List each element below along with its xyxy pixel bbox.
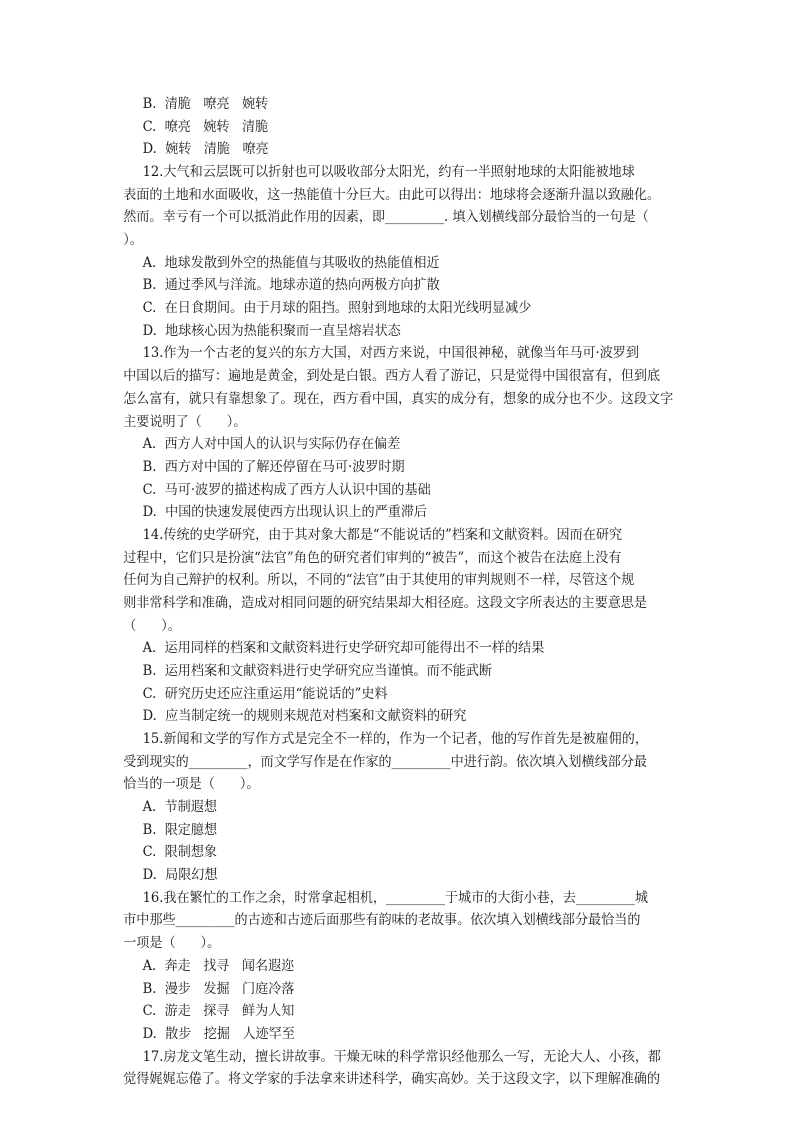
answer-option: D. 局限幻想 [142, 867, 218, 884]
answer-option: D. 散步 挖掘 人迹罕至 [142, 1025, 295, 1042]
answer-option: B. 通过季风与洋流。地球赤道的热向两极方向扩散 [142, 277, 440, 294]
answer-option: C. 限制想象 [142, 844, 218, 861]
answer-option: A. 西方人对中国人的认识与实际仍存在偏差 [142, 436, 401, 453]
question-first-line: 12.大气和云层既可以折射也可以吸收部分太阳光，约有一半照射地球的太阳能被地球 [142, 164, 635, 181]
question-continuation-line: 怎么富有，就只有靠想象了。现在，西方看中国，真实的成分有，想象的成分也不少。这段文字 [123, 390, 674, 407]
question-continuation-line: 主要说明了（ ）。 [123, 413, 247, 430]
question-continuation-line: （ ）。 [123, 617, 181, 634]
question-first-line: 15.新闻和文学的写作方式是完全不一样的，作为一个记者，他的写作首先是被雇佣的， [142, 731, 648, 748]
answer-option: C. 在日食期间。由于月球的阻挡。照射到地球的太阳光线明显减少 [142, 300, 532, 317]
answer-option: C. 游走 探寻 鲜为人知 [142, 1003, 295, 1020]
answer-option: B. 清脆 嘹亮 婉转 [142, 96, 269, 112]
answer-option: A. 运用同样的档案和文献资料进行史学研究却可能得出不一样的结果 [142, 640, 545, 657]
answer-option: C. 马可·波罗的描述构成了西方人认识中国的基础 [142, 481, 431, 498]
question-continuation-line: 市中那些_________的古迹和古迹后面那些有韵味的老故事。依次填入划横线部分最恰当的 [123, 912, 641, 929]
question-continuation-line: 恰当的一项是（ ）。 [123, 776, 260, 793]
answer-option: A. 奔走 找寻 闻名遐迩 [142, 957, 295, 974]
question-first-line: 16.我在繁忙的工作之余，时常拿起相机，_________于城市的大街小巷，去_________城 [142, 889, 648, 906]
question-first-line: 17.房龙文笔生动，擅长讲故事。干燥无味的科学常识经他那么一写，无论大人、小孩，都 [142, 1048, 662, 1065]
question-continuation-line: 受到现实的_________，而文学写作是在作家的_________中进行韵。依次填入划横线部分最 [123, 753, 647, 770]
question-first-line: 13.作为一个古老的复兴的东方大国，对西方来说，中国很神秘，就像当年马可·波罗到 [142, 345, 640, 362]
question-continuation-line: 一项是（ ）。 [123, 935, 221, 952]
answer-option: D. 中国的快速发展使西方出现认识上的严重滞后 [142, 504, 428, 521]
question-continuation-line: 则非常科学和准确，造成对相同问题的研究结果却大相径庭。这段文字所表达的主要意思是 [123, 594, 647, 611]
answer-option: C. 研究历史还应注重运用“能说话的”史料 [142, 685, 388, 702]
answer-option: A. 节制遐想 [142, 799, 217, 816]
answer-option: B. 漫步 发掘 门庭冷落 [142, 980, 295, 997]
question-first-line: 14.传统的史学研究，由于其对象大都是“不能说话的”档案和文献资料。因而在研究 [142, 526, 623, 543]
answer-option: D. 应当制定统一的规则来规范对档案和文献资料的研究 [142, 708, 467, 725]
answer-option: D. 婉转 清脆 嘹亮 [142, 141, 269, 158]
question-continuation-line: ）。 [123, 232, 143, 249]
question-continuation-line: 然而。幸亏有一个可以抵消此作用的因素，即_________. 填入划横线部分最恰当的一句是（ [123, 209, 649, 226]
answer-option: B. 西方对中国的了解还停留在马可·波罗时期 [142, 458, 405, 475]
answer-option: C. 嘹亮 婉转 清脆 [142, 118, 269, 135]
answer-option: B. 限定臆想 [142, 821, 218, 838]
question-continuation-line: 任何为自己辩护的权利。所以，不同的“法官”由于其使用的审判规则不一样，尽管这个规 [123, 572, 635, 589]
question-continuation-line: 表面的土地和水面吸收，这一热能值十分巨大。由此可以得出：地球将会逐渐升温以致融化。 [123, 186, 661, 203]
question-continuation-line: 过程中，它们只是扮演“法官”角色的研究者们审判的“被告”，而这个被告在法庭上没有 [123, 549, 622, 566]
answer-option: B. 运用档案和文献资料进行史学研究应当谨慎。而不能武断 [142, 663, 493, 679]
answer-option: D. 地球核心因为热能积聚而一直呈熔岩状态 [142, 322, 401, 339]
question-continuation-line: 觉得娓娓忘倦了。将文学家的手法拿来讲述科学，确实高妙。关于这段文字，以下理解准确的 [123, 1071, 661, 1088]
answer-option: A. 地球发散到外空的热能值与其吸收的热能值相近 [142, 254, 440, 271]
question-continuation-line: 中国以后的描写：遍地是黄金，到处是白银。西方人看了游记，只是觉得中国很富有，但到底 [123, 368, 661, 385]
